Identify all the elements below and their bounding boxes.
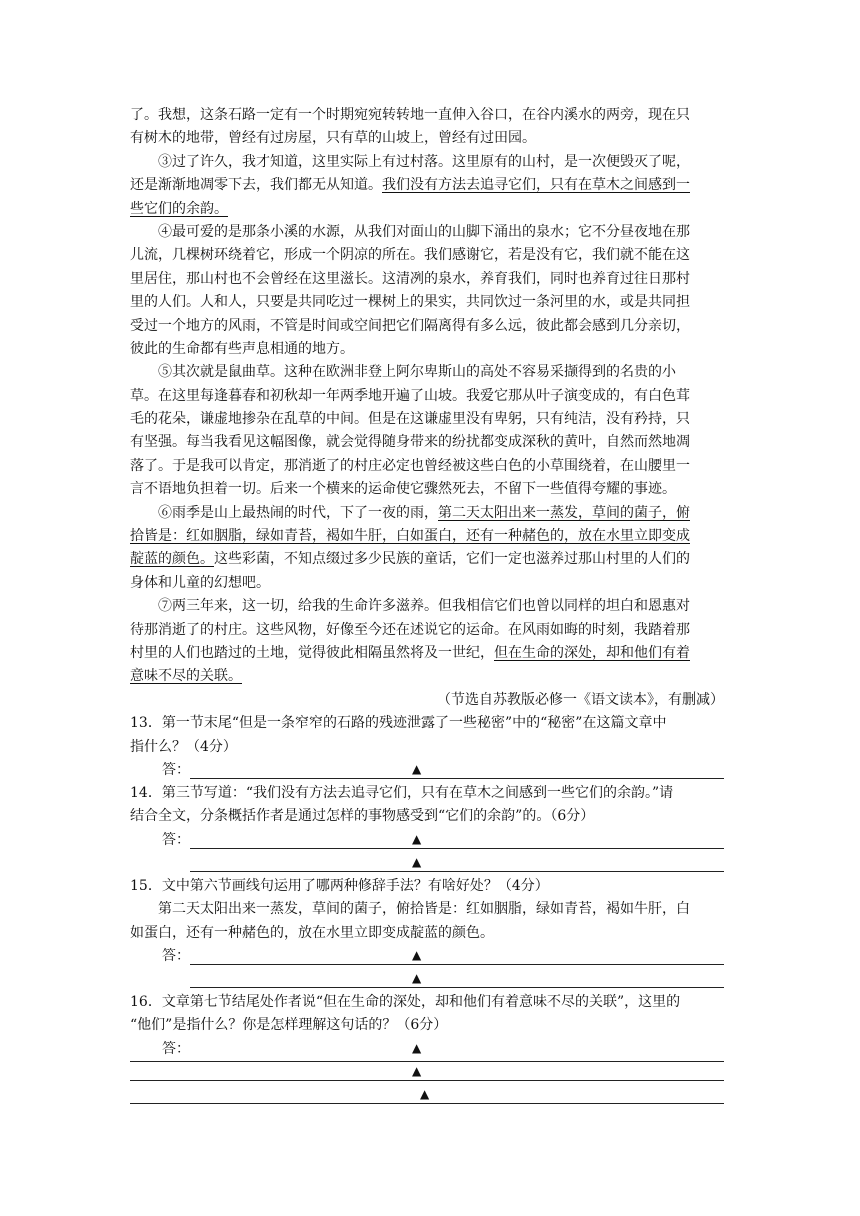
answer-rule [130, 1103, 724, 1104]
answer-rule [190, 871, 724, 872]
passage-line: 还是渐渐地凋零下去，我们都无从知道。我们没有方法去追寻它们，只有在草木之间感到一 [130, 177, 690, 194]
underlined-sentence: 但在生命的深处，却和他们有着 [494, 644, 690, 661]
triangle-marker-icon: ▲ [412, 970, 422, 985]
answer-label: 答： [162, 1040, 190, 1057]
passage-line: ③过了许久，我才知道，这里实际上有过村落。这里原有的山村，是一次便毁灭了呢， [158, 153, 690, 170]
triangle-marker-icon: ▲ [412, 761, 422, 776]
underlined-sentence: 拾皆是：红如胭脂，绿如青苔，褐如牛肝，白如蛋白，还有一种赭色的，放在水里立即变成 [130, 528, 690, 545]
question-15-quote: 第二天太阳出来一蒸发，草间的菌子，俯拾皆是：红如胭脂，绿如青苔，褐如牛肝，白 [158, 901, 690, 918]
answer-label: 答： [162, 761, 190, 778]
passage-line: ⑤其次就是鼠曲草。这种在欧洲非登上阿尔卑斯山的高处不容易采撷得到的名贵的小 [158, 364, 676, 381]
passage-line: 言不语地负担着一切。后来一个横来的运命使它骤然死去，不留下一些值得夸耀的事迹。 [130, 481, 676, 498]
exam-page [130, 104, 724, 1107]
triangle-marker-icon: ▲ [412, 854, 422, 869]
passage-line: 受过一个地方的风雨，不管是时间或空间把它们隔离得有多么远，彼此都会感到几分亲切， [130, 317, 690, 334]
triangle-marker-icon: ▲ [412, 1040, 422, 1055]
answer-line[interactable] [130, 1038, 724, 1061]
question-14-text: 14．第三节写道：“我们没有方法去追寻它们，只有在草木之间感到一些它们的余韵。”请 [130, 784, 674, 801]
triangle-marker-icon: ▲ [412, 947, 422, 962]
answer-rule [190, 848, 724, 849]
passage-line: 有树木的地带，曾经有过房屋，只有草的山坡上，曾经有过田园。 [130, 130, 536, 147]
passage-line: 彼此的生命都有些声息相通的地方。 [130, 340, 354, 357]
passage-line [130, 525, 724, 548]
passage-line: ⑦两三年来，这一切，给我的生命许多滋养。但我相信它们也曾以同样的坦白和恩惠对 [158, 598, 690, 615]
question-14-text: 结合全文，分条概括作者是通过怎样的事物感受到“它们的余韵”的。（6分） [130, 808, 595, 825]
passage-line: 有坚强。每当我看见这幅图像，就会觉得随身带来的纷扰都变成深秋的黄叶，自然而然地凋 [130, 434, 690, 451]
answer-line[interactable] [130, 1061, 724, 1084]
underlined-sentence: 意味不尽的关联。 [130, 668, 242, 685]
question-13-text: 13．第一节末尾“但是一条窄窄的石路的残迹泄露了一些秘密”中的“秘密”在这篇文章中 [130, 715, 667, 732]
answer-line[interactable] [130, 945, 724, 968]
underlined-sentence: 靛蓝的颜色。 [130, 551, 214, 568]
passage-line: 靛蓝的颜色。这些彩菌，不知点缀过多少民族的童话，它们一定也滋养过那山村里的人们的 [130, 551, 690, 568]
question-16-text: 16．文章第七节结尾处作者说“但在生命的深处，却和他们有着意味不尽的关联”，这里的 [130, 993, 681, 1010]
passage-line: 待那消逝了的村庄。这些风物，好像至今还在述说它的运命。在风雨如晦的时刻，我踏着那 [130, 621, 690, 638]
answer-line[interactable] [130, 1084, 724, 1107]
question-16-text: “他们”是指什么？你是怎样理解这句话的？（6分） [130, 1017, 448, 1034]
answer-line[interactable] [130, 759, 724, 782]
triangle-marker-icon: ▲ [412, 831, 422, 846]
answer-line[interactable] [130, 852, 724, 875]
answer-rule [190, 964, 724, 965]
passage-line: 儿流，几棵树环绕着它，形成一个阴凉的所在。我们感谢它，若是没有它，我们就不能在这 [130, 247, 690, 264]
passage-line: 村里的人们也踏过的土地，觉得彼此相隔虽然将及一世纪，但在生命的深处，却和他们有着 [130, 644, 690, 661]
answer-rule [130, 1080, 724, 1081]
answer-rule [190, 778, 724, 779]
answer-rule [190, 987, 724, 988]
answer-line[interactable] [130, 968, 724, 991]
underlined-sentence: 第二天太阳出来一蒸发，草间的菌子，俯 [438, 504, 690, 521]
answer-rule [130, 1061, 724, 1062]
passage-line: ⑥雨季是山上最热闹的时代，下了一夜的雨，第二天太阳出来一蒸发，草间的菌子，俯 [158, 504, 690, 521]
passage-line: 里居住，那山村也不会曾经在这里滋长。这清冽的泉水，养育我们，同时也养育过往日那村 [130, 270, 690, 287]
answer-label: 答： [162, 831, 190, 848]
answer-line[interactable] [130, 829, 724, 852]
passage-line [130, 665, 724, 688]
passage-line: 身体和儿童的幻想吧。 [130, 574, 270, 591]
passage-line: 了。我想，这条石路一定有一个时期宛宛转转地一直伸入谷口，在谷内溪水的两旁，现在只 [130, 107, 690, 123]
source-citation: （节选自苏教版必修一《语文读本》，有删减） [437, 691, 724, 708]
answer-label: 答： [162, 947, 190, 964]
question-15-quote: 如蛋白，还有一种赭色的，放在水里立即变成靛蓝的颜色。 [130, 924, 494, 941]
triangle-marker-icon: ▲ [420, 1086, 430, 1101]
underlined-sentence: 我们没有方法去追寻它们，只有在草木之间感到一 [382, 177, 690, 194]
triangle-marker-icon: ▲ [412, 1063, 422, 1078]
passage-line: 草。在这里每逢暮春和初秋却一年两季地开遍了山坡。我爱它那从叶子演变成的，有白色茸 [130, 387, 690, 404]
passage-line: 落了。于是我可以肯定，那消逝了的村庄必定也曾经被这些白色的小草围绕着，在山腰里一 [130, 457, 690, 474]
passage-line: 里的人们。人和人，只要是共同吃过一棵树上的果实，共同饮过一条河里的水，或是共同担 [130, 294, 690, 311]
question-15-text: 15．文中第六节画线句运用了哪两种修辞手法？有啥好处？（4分） [130, 877, 549, 894]
question-13-text: 指什么？（4分） [130, 738, 237, 755]
underlined-sentence: 些它们的余韵。 [130, 200, 228, 217]
passage-line [130, 198, 724, 221]
passage-line: ④最可爱的是那条小溪的水源，从我们对面山的山脚下涌出的泉水；它不分昼夜地在那 [158, 223, 690, 240]
passage-line: 毛的花朵，谦虚地掺杂在乱草的中间。但是在这谦虚里没有卑躬，只有纯洁，没有矜持，只 [130, 411, 690, 428]
